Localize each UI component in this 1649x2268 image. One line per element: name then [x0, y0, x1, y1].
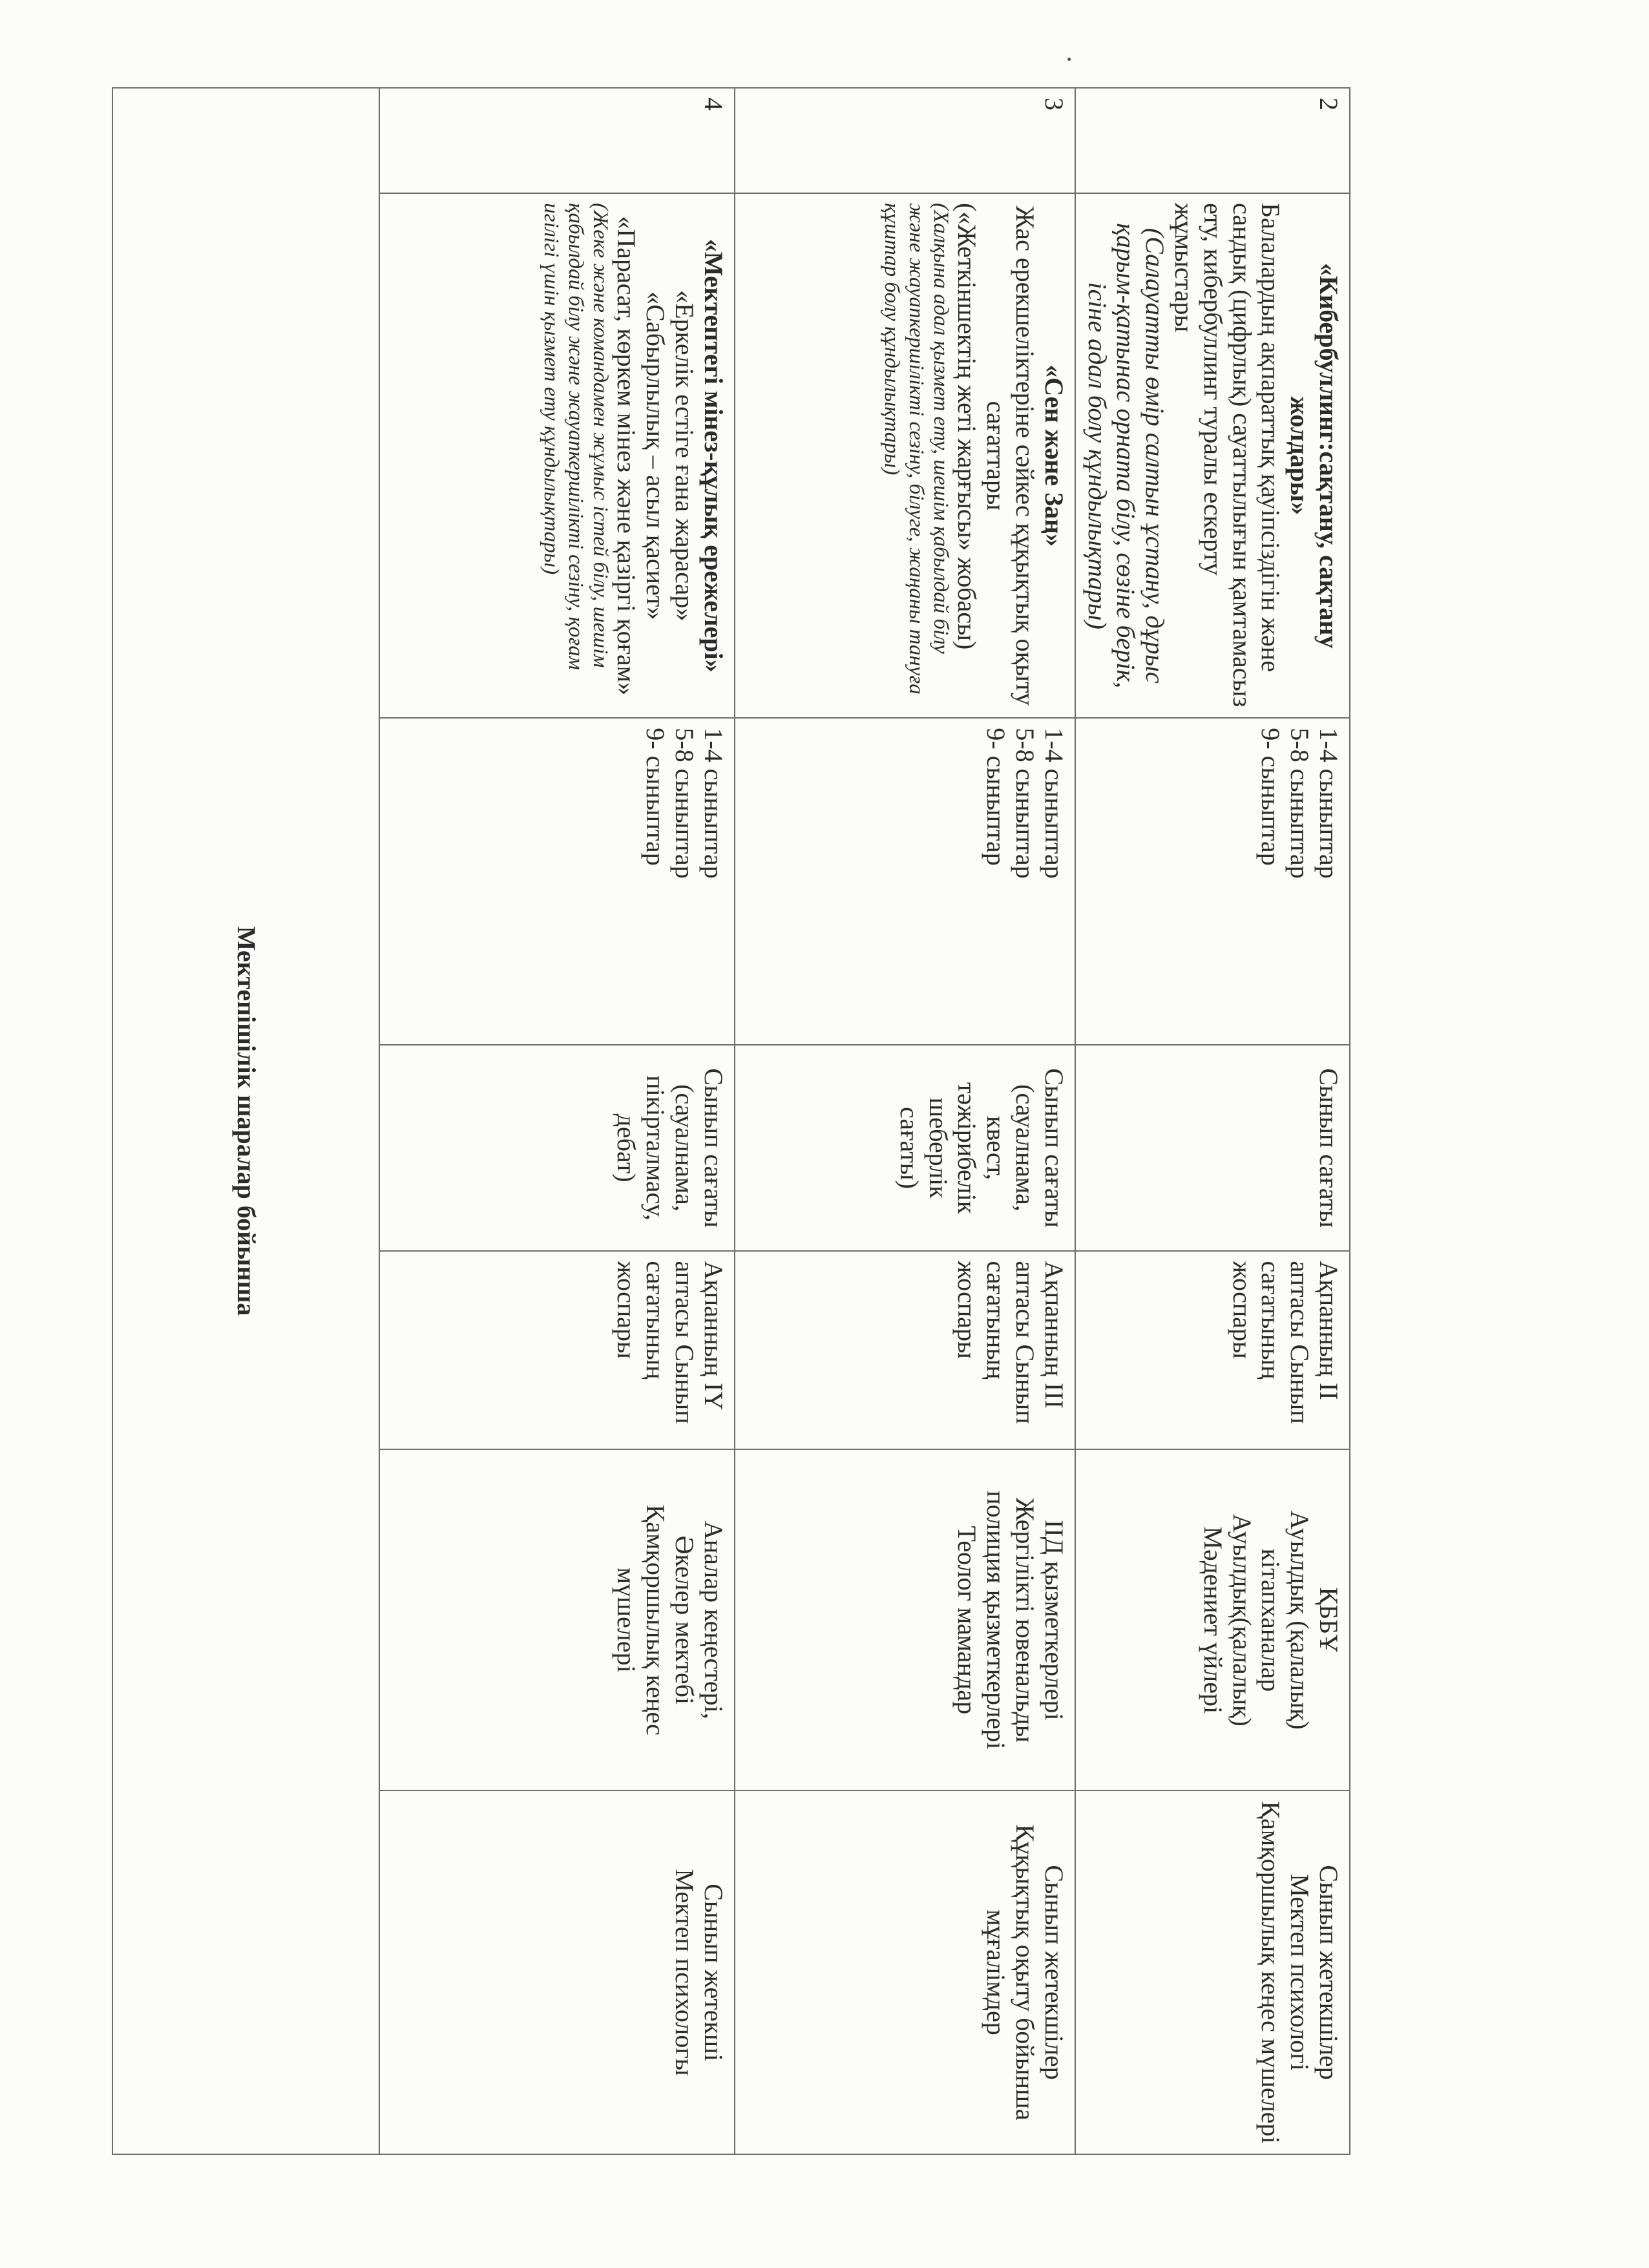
- grades-cell: [735, 718, 1075, 1044]
- partner-line: Ауылдық(қалалық) Мәдениет үйлері: [1198, 1513, 1257, 1727]
- partners-cell: [379, 1449, 735, 1790]
- event-item: «Еркелік естіге ғана жарасар»: [670, 290, 700, 622]
- grade-line: 5-8 сыныптар: [670, 728, 700, 879]
- event-title: «Мектептегі мінез-құлық ережелері»: [698, 238, 728, 673]
- responsible-cell: [379, 1790, 735, 2154]
- responsible-line: Қамқоршылық кеңес мүшелері: [1256, 1801, 1286, 2144]
- table-row: [735, 88, 1075, 2154]
- grades-cell: [379, 718, 735, 1044]
- responsible-cell: [735, 1790, 1075, 2154]
- event-cell: [735, 193, 1075, 718]
- responsible-line: Құқықтық оқыту бойынша мұғалімдер: [982, 1824, 1040, 2121]
- partner-line: Жергілікті ювенальды полиция қызметкерлері: [982, 1491, 1040, 1750]
- table-row: [379, 88, 735, 2154]
- partner-line: Әкелер мектебі: [670, 1535, 700, 1705]
- row-number: 2: [1075, 88, 1350, 193]
- event-description: Балалардың ақпараттық қауіпсіздігін және сандық (цифрлық) сауаттылығын қамтамасыз ету, кибербуллинг туралы ескерту жұмыстары: [1170, 203, 1286, 708]
- event-cell: [379, 193, 735, 718]
- grade-line: 9- сыныптар: [982, 728, 1011, 866]
- form-cell: Сынып сағаты: [1075, 1045, 1350, 1252]
- partner-line: Ауылдық (қалалық) кітапханалар: [1256, 1510, 1315, 1730]
- events-table: [112, 87, 1350, 2155]
- event-item: «Парасат, көркем мінез және қазіргі қоғам»: [612, 216, 642, 696]
- responsible-line: Мектеп психологі: [1285, 1874, 1315, 2071]
- grade-line: 1-4 сыныптар: [698, 728, 728, 879]
- responsible-line: Сынып жетекшілер: [1039, 1865, 1069, 2080]
- event-project: («Жеткіншектің жеті жарғысы» жобасы): [952, 203, 982, 650]
- section-heading: Мектепішілік шаралар бойынша: [112, 88, 379, 2154]
- grade-line: 9- сыныптар: [1256, 728, 1286, 866]
- values-note: (Салауатты өмір салтын ұстану, дұрыс қарым-қатынас орната білу, сөзіне берік, ісіне адал болу құндылықтары): [1082, 223, 1170, 689]
- responsible-line: Сынып жетекшілер: [1314, 1865, 1343, 2080]
- grade-line: 1-4 сыныптар: [1314, 728, 1343, 879]
- timing-cell: Ақпанның II аптасы Сынып сағатының жоспары: [1075, 1251, 1350, 1449]
- partner-line: Қамқоршылық кеңес мүшелері: [612, 1504, 671, 1736]
- values-note: (Халқына адал қызмет ету, шешім қабылдай білу және жауапкершілікті сезіну, білуге, жаңаны тануға құштар болу құндылықтары): [879, 203, 952, 695]
- partner-line: ІІД қызметкерлері: [1039, 1520, 1069, 1721]
- partner-line: Теолог мамандар: [952, 1526, 982, 1715]
- partners-cell: [735, 1449, 1075, 1790]
- grade-line: 9- сыныптар: [641, 728, 671, 866]
- responsible-line: Сынып жетекші: [698, 1884, 728, 2061]
- grade-line: 5-8 сыныптар: [1285, 728, 1315, 879]
- form-cell: Сынып сағаты (сауалнама, пікірталмасу, дебат): [379, 1045, 735, 1252]
- row-number: 4: [379, 88, 735, 193]
- row-number: 3: [735, 88, 1075, 193]
- event-cell: [1075, 193, 1350, 718]
- event-description: Жас ерекшеліктеріне сәйкес құқықтық оқыту сағаттары: [982, 205, 1040, 706]
- section-row: [112, 88, 379, 2154]
- table-row: [1075, 88, 1350, 2154]
- timing-cell: Ақпанның ІҮ аптасы Сынып сағатының жоспары: [379, 1251, 735, 1449]
- responsible-line: Мектеп психологы: [670, 1869, 700, 2076]
- form-cell: Сынып сағаты (сауалнама, квест, тәжірибелік шеберлік сағаты): [735, 1045, 1075, 1252]
- values-note: (Жеке және командамен жұмыс істей білу, шешім қабылдай білу және жауапкершілікті сезіну, қоғам игілігі үшін қызмет ету құндылықтары): [539, 203, 612, 670]
- event-title: «Кибербуллинг:сақтану, сақтану жолдары»: [1285, 263, 1343, 649]
- partner-line: Аналар кеңестері,: [698, 1521, 728, 1719]
- event-title: «Сен және Заң»: [1039, 364, 1069, 547]
- rotated-page: [220, 87, 1350, 2155]
- timing-cell: Ақпанның III аптасы Сынып сағатының жоспары: [735, 1251, 1075, 1449]
- event-item: «Сабырлылық – асыл қасиет»: [641, 291, 671, 620]
- scan-mark: ·: [1065, 45, 1074, 74]
- partners-cell: [1075, 1449, 1350, 1790]
- grades-cell: [1075, 718, 1350, 1044]
- partner-line: ҚББҰ: [1314, 1587, 1343, 1654]
- responsible-cell: [1075, 1790, 1350, 2154]
- grade-line: 1-4 сыныптар: [1039, 728, 1069, 879]
- grade-line: 5-8 сыныптар: [1011, 728, 1040, 879]
